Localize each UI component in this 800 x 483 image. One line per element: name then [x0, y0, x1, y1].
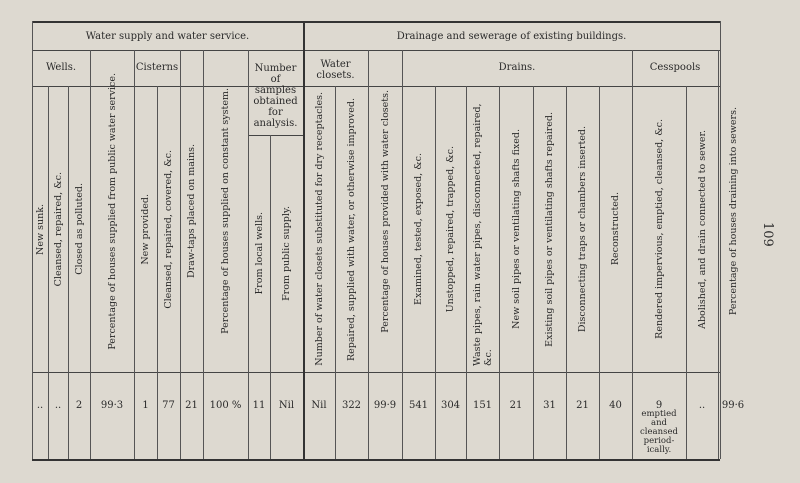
table-cell: 1 — [142, 400, 149, 411]
table-cell: 541 — [408, 400, 429, 411]
column-header: Cleansed, repaired, covered, &c. — [163, 149, 174, 309]
cesspool-note-line: cleansed — [640, 427, 678, 437]
column-header: Rendered impervious, emptied, cleansed, &c. — [653, 119, 665, 339]
section-title-drainage: Drainage and sewerage of existing buildings. — [396, 31, 627, 42]
table-cell: 99·6 — [721, 400, 745, 411]
table-cell: 40 — [609, 400, 622, 411]
group-samples: Number of samples obtained for analysis. — [253, 63, 298, 129]
group-wells: Wells. — [45, 62, 77, 73]
column-header: Percentage of houses provided with water closets. — [379, 89, 391, 333]
column-header: Disconnecting traps or chambers inserted. — [577, 125, 588, 333]
header-bottom-rule — [32, 372, 720, 373]
cesspool-note-line: emptied — [641, 409, 677, 419]
column-header: From public supply. — [281, 206, 292, 301]
column-header: Unstopped, repaired, trapped, &c. — [445, 145, 456, 313]
column-header: Reconstructed. — [610, 192, 621, 266]
column-header: Number of water closets substituted for dry receptacles. — [313, 92, 325, 366]
top-rule — [32, 21, 720, 23]
table-cell: 77 — [162, 400, 175, 411]
table-cell: Nil — [278, 400, 295, 411]
column-header: From local wells. — [253, 212, 265, 295]
table-cell: 31 — [543, 400, 556, 411]
group-cesspools: Cesspools — [649, 62, 701, 73]
column-header: Cleansed, repaired, &c. — [52, 171, 64, 287]
column-header: New provided. — [140, 193, 151, 265]
table-cell: .. — [54, 400, 62, 411]
group-drains: Drains. — [498, 62, 536, 73]
section-title-water-supply: Water supply and water service. — [85, 31, 250, 42]
table-cell: 2 — [75, 400, 83, 411]
column-header: Examined, tested, exposed, &c. — [413, 153, 424, 305]
column-header: Percentage of houses supplied on constant system. — [220, 88, 231, 334]
table-cell: 21 — [509, 400, 523, 411]
table-cell: Nil — [311, 400, 327, 411]
column-header: Percentage of houses draining into sewers. — [727, 106, 739, 316]
table-cell: 151 — [472, 400, 493, 411]
column-header: Waste pipes, rain water pipes, disconnected, repaired, &c. — [471, 103, 494, 366]
group-cisterns: Cisterns — [135, 62, 179, 73]
table-cell: .. — [36, 400, 44, 411]
table-cell: 11 — [252, 400, 266, 411]
cesspool-note-line: and — [651, 418, 667, 428]
table-cell: 304 — [440, 400, 461, 411]
table-cell: 322 — [341, 400, 362, 411]
table-cell: 9 — [655, 400, 663, 411]
column-header: Existing soil pipes or ventilating shafts repaired. — [544, 111, 555, 347]
table-cell: 99·9 — [373, 400, 397, 411]
cesspool-note-line: ically. — [646, 445, 672, 455]
column-header: Percentage of houses supplied from public water service. — [106, 72, 118, 350]
cesspool-note-line: period- — [643, 436, 675, 446]
column-header: Closed as polluted. — [73, 183, 85, 275]
section-rule — [32, 50, 720, 51]
table-cell: 21 — [185, 400, 198, 411]
bottom-rule — [32, 459, 720, 461]
column-header: Repaired, supplied with water, or otherwise improved. — [346, 97, 357, 361]
table-cell: 100 % — [209, 400, 242, 411]
table-cell: 21 — [576, 400, 589, 411]
page-number: 109 — [760, 222, 775, 247]
cesspool-note — [634, 410, 684, 455]
column-header: New soil pipes or ventilating shafts fixed. — [510, 129, 522, 329]
column-header: New sunk. — [34, 203, 46, 255]
column-header: Abolished, and drain connected to sewer. — [696, 129, 708, 329]
column-header: Draw-taps placed on mains. — [186, 143, 197, 279]
group-water-closets: Water closets. — [316, 59, 355, 81]
table-cell: 99·3 — [100, 400, 124, 411]
table-cell: .. — [698, 400, 706, 411]
samples-rule — [248, 135, 303, 136]
